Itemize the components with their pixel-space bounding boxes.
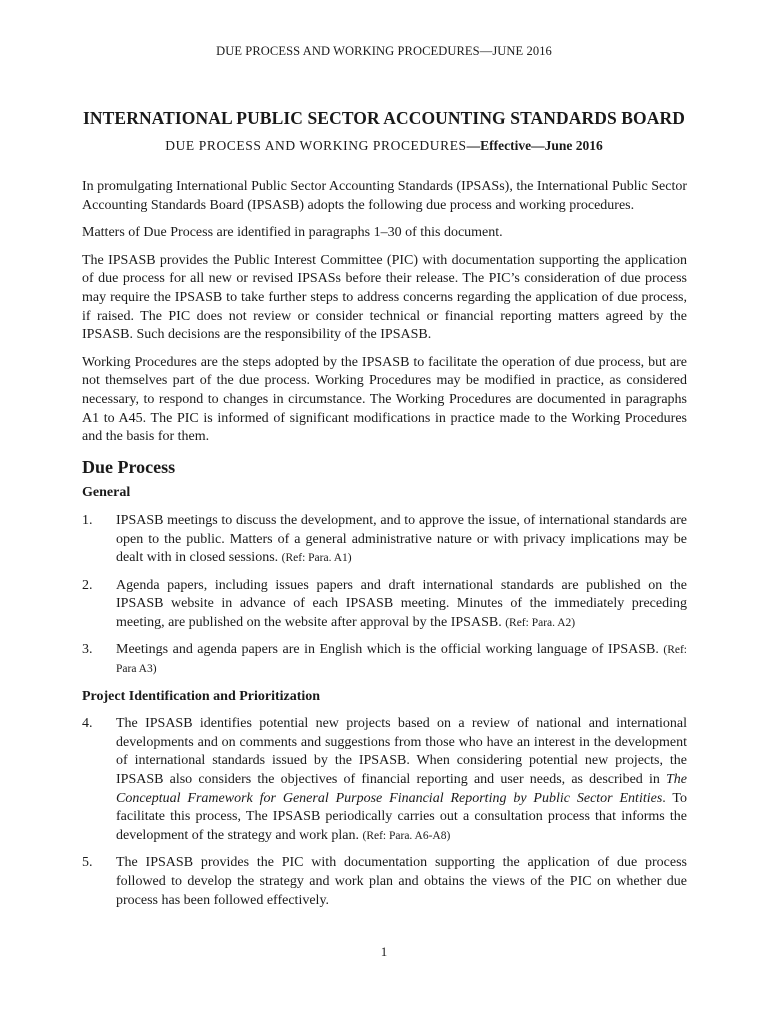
paragraph-body (116, 577, 687, 633)
subtitle-effective: —Effective—June 2016 (466, 138, 603, 153)
paragraph-body (116, 641, 687, 678)
paragraph-number: 4. (82, 716, 93, 732)
paragraph-text: Agenda papers, including issues papers and draft international standards are published on the IPSASB website in advance of each IPSASB meeting. Minutes of the immediately preceding meeting, are published on the website after approval by the IPSASB. (116, 577, 687, 630)
numbered-paragraph-1 (82, 512, 687, 568)
document-title: INTERNATIONAL PUBLIC SECTOR ACCOUNTING STANDARDS BOARD (83, 108, 685, 128)
intro-paragraph-1: In promulgating International Public Sector Accounting Standards (IPSASs), the International Public Sector Accounting Standards Board (IPSASB) adopts the following due process and working procedures. (82, 179, 688, 213)
framework-title: The Conceptual Framework for General Purpose Financial Reporting by Public Sector Entities (116, 772, 687, 806)
paragraph-reference: (Ref: Para A3) (116, 644, 688, 676)
paragraph-text: The IPSASB identifies potential new projects based on a review of national and international developments and on comments and suggestions from those who have an interest in the development of international standards issued by the IPSASB. When considering potential new projects, the IPSASB also considers the objectives of financial reporting and user needs, as described in (116, 716, 687, 788)
paragraph-number: 1. (82, 512, 93, 528)
intro-paragraph-2: Matters of Due Process are identified in paragraphs 1–30 of this document. (82, 225, 503, 241)
paragraph-reference: (Ref: Para. A2) (505, 616, 576, 629)
numbered-paragraph-3 (82, 641, 687, 678)
numbered-paragraph-4 (82, 715, 687, 845)
paragraph-text-continued: . To facilitate this process, The IPSASB periodically carries out a consultation process that informs the development of the strategy and work plan. (116, 790, 687, 843)
paragraph-number: 3. (82, 642, 93, 658)
paragraph-reference: (Ref: Para. A1) (281, 552, 352, 565)
section-heading-due-process: Due Process (82, 456, 176, 477)
intro-paragraph-3: The IPSASB provides the Public Interest Committee (PIC) with documentation supporting the application of due process for all new or revised IPSASs before their release. The PIC’s consideration of due process may require the IPSASB to take further steps to address concerns regarding the application of due process, if raised. The PIC does not review or consider technical or financial reporting matters agreed by the IPSASB. Such decisions are the responsibility of the IPSASB. (82, 252, 687, 343)
paragraph-body (116, 715, 687, 845)
subtitle-main: DUE PROCESS AND WORKING PROCEDURES (165, 138, 467, 153)
numbered-paragraph-2 (82, 577, 687, 633)
paragraph-body: The IPSASB provides the PIC with documentation supporting the application of due process followed to develop the strategy and work plan and obtains the views of the PIC on whether due process has been followed effectively. (116, 855, 687, 908)
subheading-general: General (82, 485, 131, 501)
page-number: 1 (380, 944, 388, 959)
paragraph-text: Meetings and agenda papers are in English which is the official working language of IPSASB. (116, 642, 659, 658)
paragraph-number: 2. (82, 577, 93, 593)
paragraph-text: IPSASB meetings to discuss the development, and to approve the issue, of international standards are open to the public. Matters of a general administrative nature or with privacy implications may be dealt with in closed sessions. (116, 512, 687, 566)
running-header: DUE PROCESS AND WORKING PROCEDURES—JUNE 2016 (216, 44, 552, 58)
paragraph-number: 5. (82, 855, 93, 871)
intro-paragraph-4: Working Procedures are the steps adopted by the IPSASB to facilitate the operation of due process, but are not themselves part of the due process. Working Procedures may be modified in practice, as considered necessary, to respond to changes in circumstance. The Working Procedures are documented in paragraphs A1 to A45. The PIC is informed of significant modifications in practice made to the Working Procedures and the basis for them. (82, 354, 687, 445)
document-subtitle (0, 138, 768, 154)
subheading-project-identification: Project Identification and Prioritization (82, 688, 321, 704)
paragraph-body (116, 512, 687, 568)
numbered-paragraph-5 (82, 854, 687, 910)
document-body (82, 178, 687, 919)
paragraph-reference: (Ref: Para. A6-A8) (362, 829, 451, 842)
